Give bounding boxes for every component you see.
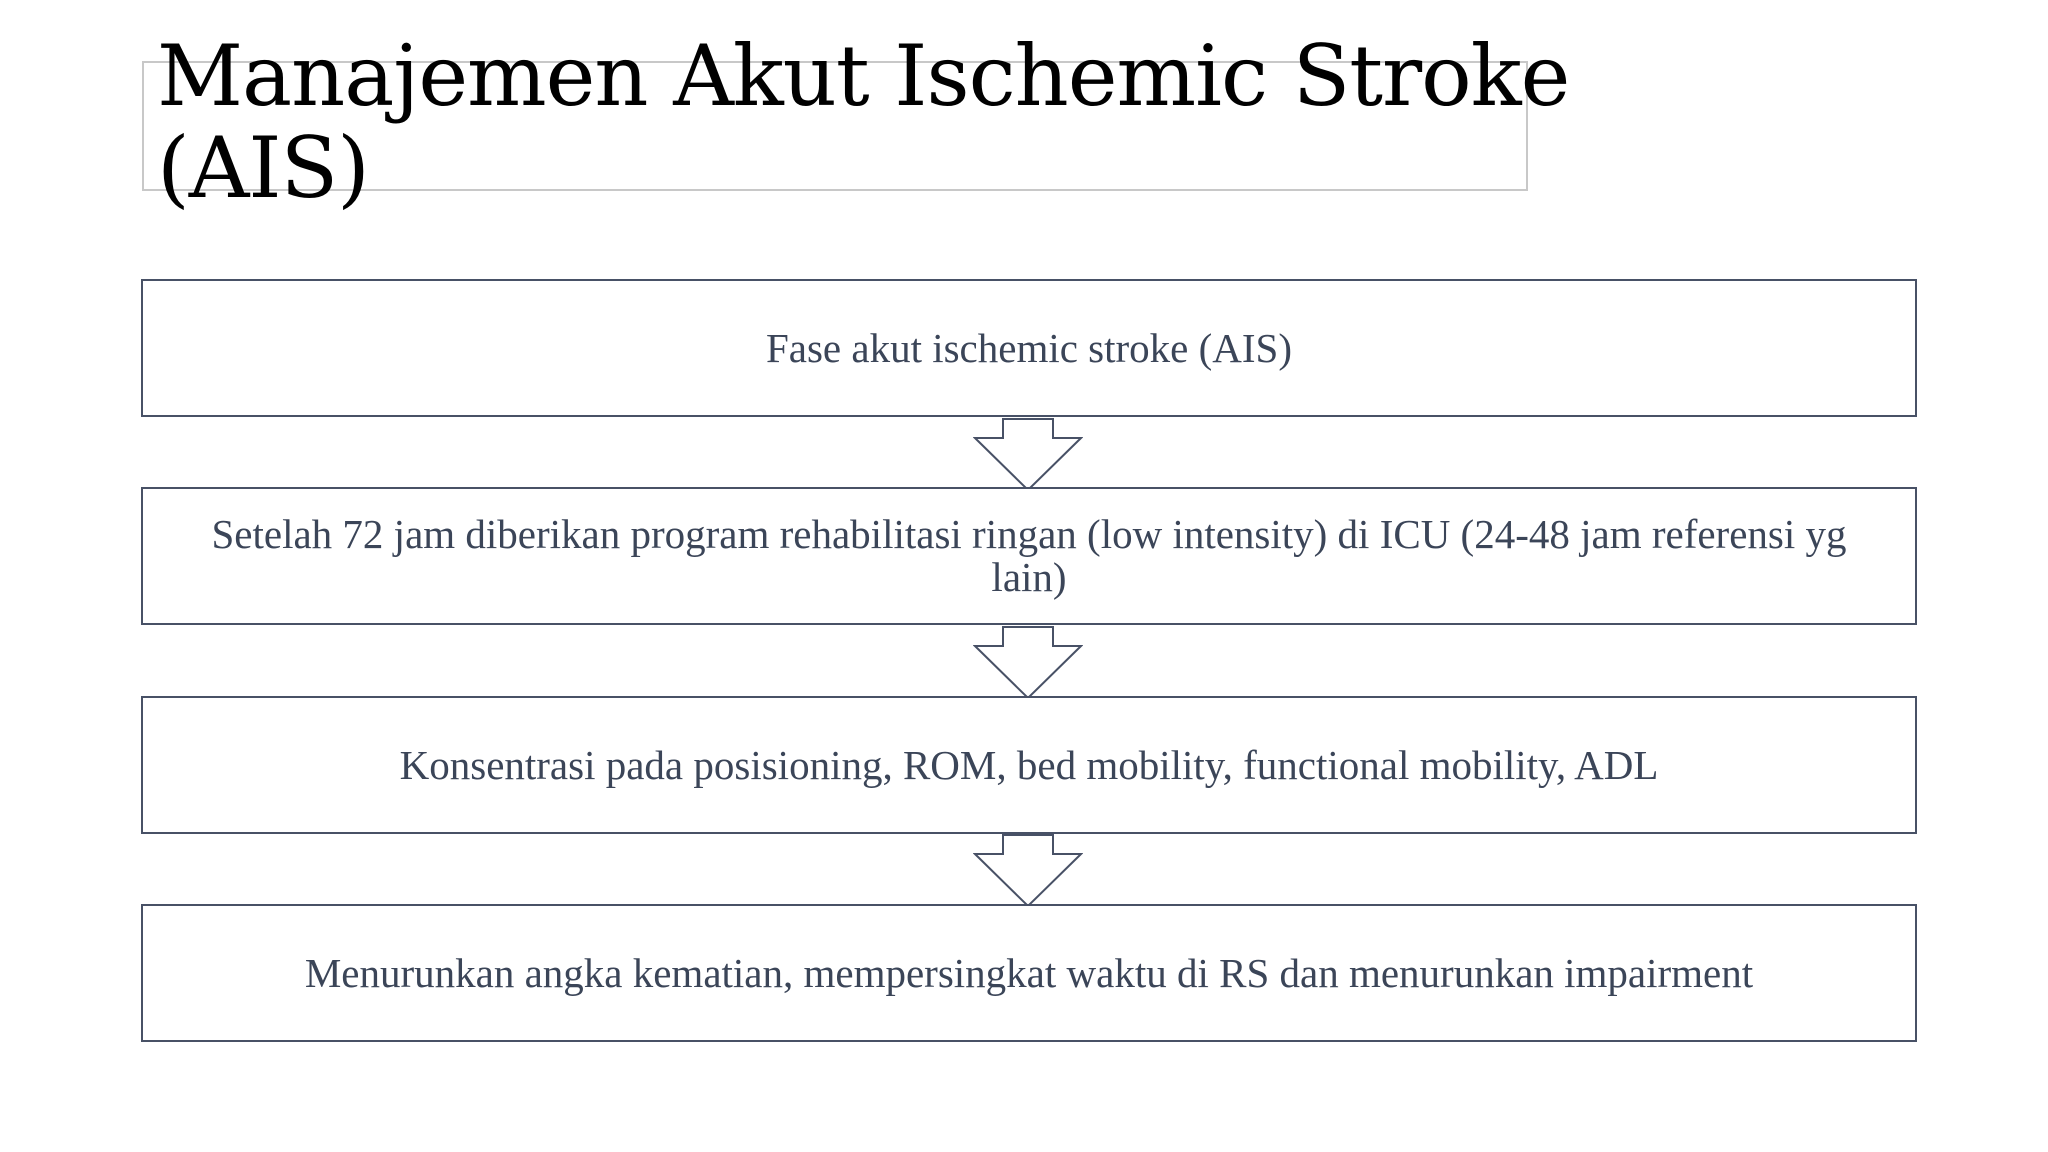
flow-step-4 <box>141 904 1917 1042</box>
flow-step-2-label: Setelah 72 jam diberikan program rehabilitasi ringan (low intensity) di ICU (24-48 jam referensi yg lain) <box>211 511 1847 600</box>
flow-step-2 <box>141 487 1917 625</box>
down-arrow-icon <box>973 418 1083 493</box>
flow-step-3 <box>141 696 1917 834</box>
flow-step-4-label: Menurunkan angka kematian, mempersingkat waktu di RS dan menurunkan impairment <box>304 949 1754 996</box>
flow-step-1-label: Fase akut ischemic stroke (AIS) <box>765 324 1293 371</box>
flow-step-1 <box>141 279 1917 417</box>
flow-step-3-label: Konsentrasi pada posisioning, ROM, bed mobility, functional mobility, ADL <box>399 741 1659 788</box>
slide-title: Manajemen Akut Ischemic Stroke (AIS) <box>157 27 1570 217</box>
down-arrow-icon <box>973 834 1083 909</box>
down-arrow-icon <box>973 626 1083 701</box>
